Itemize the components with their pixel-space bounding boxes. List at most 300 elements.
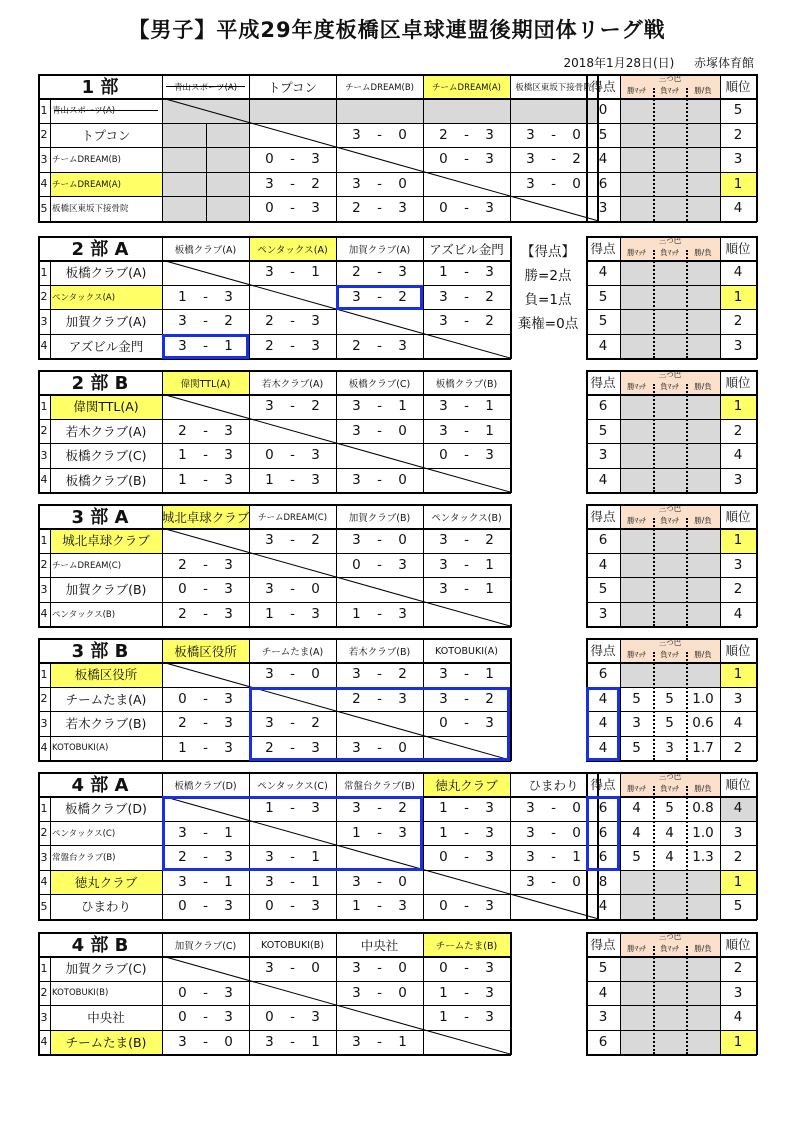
tie-match-losses-header: 負ﾏｯﾁ xyxy=(660,247,679,257)
team-name: チームたま(B) xyxy=(65,1034,147,1050)
team-name: 板橋区東坂下接骨院 xyxy=(52,204,129,215)
row-number: 1 xyxy=(40,667,48,681)
score-left: 3 xyxy=(265,849,274,866)
score-dash: - xyxy=(290,313,295,330)
team-name: ペンタックス(C) xyxy=(52,828,116,839)
column-header-team: 中央社 xyxy=(360,938,399,953)
score-left: 3 xyxy=(352,126,361,143)
score-dash: - xyxy=(290,666,295,683)
points-header: 得点 xyxy=(590,375,616,390)
score-right: 3 xyxy=(224,690,233,707)
tie-match-losses: 4 xyxy=(665,824,674,841)
score-dash: - xyxy=(377,264,382,281)
tie-match-losses: 4 xyxy=(665,849,674,866)
tie-ratio-header: 勝/負 xyxy=(694,649,712,659)
row-number: 1 xyxy=(40,961,48,975)
column-header-team: 城北卓球クラブ xyxy=(162,510,249,525)
score-left: 2 xyxy=(178,605,187,622)
column-header-team: 加賀クラブ(B) xyxy=(348,513,411,524)
score-right: 1 xyxy=(311,264,320,281)
score-dash: - xyxy=(203,471,208,488)
score-right: 1 xyxy=(311,849,320,866)
score-left: 3 xyxy=(439,288,448,305)
three-way-tie-header: 三つ巴 xyxy=(658,771,682,781)
score-dash: - xyxy=(464,532,469,549)
score-right: 3 xyxy=(224,984,233,1001)
score-dash: - xyxy=(464,288,469,305)
score-right: 3 xyxy=(224,605,233,622)
score-dash: - xyxy=(203,605,208,622)
score-right: 3 xyxy=(398,337,407,354)
score-left: 0 xyxy=(265,151,274,168)
tie-ratio-header: 勝/負 xyxy=(694,943,712,953)
score-dash: - xyxy=(290,800,295,817)
score-right: 3 xyxy=(224,739,233,756)
tie-ratio: 1.3 xyxy=(692,849,714,866)
score-dash: - xyxy=(377,1033,382,1050)
score-left: 3 xyxy=(526,175,535,192)
score-dash: - xyxy=(377,960,382,977)
score-dash: - xyxy=(203,849,208,866)
score-left: 0 xyxy=(439,849,448,866)
team-points: 3 xyxy=(598,200,608,217)
score-dash: - xyxy=(377,800,382,817)
row-number: 2 xyxy=(40,128,48,142)
score-left: 0 xyxy=(352,556,361,573)
row-number: 3 xyxy=(40,448,48,462)
column-header-team: チームたま(A) xyxy=(261,647,324,658)
score-dash: - xyxy=(203,1009,208,1026)
team-points: 4 xyxy=(598,898,608,915)
dotted-divider xyxy=(686,946,688,1054)
event-date: 2018年1月28日(日) xyxy=(563,56,675,70)
tie-match-wins-header: 勝ﾏｯﾁ xyxy=(627,649,646,659)
tie-match-wins-header: 勝ﾏｯﾁ xyxy=(627,515,646,525)
division-name: 2 部 B xyxy=(71,373,129,394)
score-right: 3 xyxy=(485,898,494,915)
score-dash: - xyxy=(290,264,295,281)
score-left: 2 xyxy=(352,264,361,281)
score-dash: - xyxy=(290,898,295,915)
column-header-team: チームたま(B) xyxy=(435,941,498,952)
score-right: 3 xyxy=(485,151,494,168)
team-points: 4 xyxy=(598,556,608,573)
score-right: 1 xyxy=(485,556,494,573)
team-rank: 1 xyxy=(733,288,743,305)
score-left: 3 xyxy=(526,800,535,817)
grid-line xyxy=(38,1054,511,1056)
score-right: 0 xyxy=(311,581,320,598)
column-header-team: 板橋区東坂下接骨院 xyxy=(515,83,592,93)
score-right: 2 xyxy=(311,398,320,415)
team-rank: 5 xyxy=(733,102,743,119)
score-right: 3 xyxy=(485,824,494,841)
score-right: 3 xyxy=(311,605,320,622)
division-name: 4 部 A xyxy=(71,775,129,796)
score-left: 0 xyxy=(178,690,187,707)
rank-header: 順位 xyxy=(725,509,751,524)
score-left: 0 xyxy=(265,898,274,915)
score-left: 1 xyxy=(178,471,187,488)
score-dash: - xyxy=(464,824,469,841)
team-rank: 1 xyxy=(733,532,743,549)
score-right: 0 xyxy=(572,873,581,890)
tie-match-wins: 4 xyxy=(632,800,641,817)
tie-match-wins: 4 xyxy=(632,824,641,841)
team-rank: 2 xyxy=(733,960,743,977)
score-dash: - xyxy=(551,873,556,890)
score-right: 0 xyxy=(398,873,407,890)
score-right: 2 xyxy=(485,532,494,549)
team-name: KOTOBUKI(B) xyxy=(52,987,109,998)
team-points: 5 xyxy=(598,960,608,977)
team-rank: 4 xyxy=(733,605,743,622)
score-right: 1 xyxy=(224,873,233,890)
score-left: 3 xyxy=(439,422,448,439)
score-right: 3 xyxy=(224,581,233,598)
score-left: 3 xyxy=(439,556,448,573)
tie-ratio-header: 勝/負 xyxy=(694,85,712,95)
score-dash: - xyxy=(290,447,295,464)
three-way-tie-header: 三つ巴 xyxy=(658,931,682,941)
score-dash: - xyxy=(203,715,208,732)
score-right: 3 xyxy=(224,422,233,439)
team-name: 常盤台クラブ(B) xyxy=(52,853,116,864)
team-name: 板橋区役所 xyxy=(74,667,138,683)
team-rank: 3 xyxy=(733,151,743,168)
score-left: 3 xyxy=(178,337,187,354)
score-left: 2 xyxy=(352,337,361,354)
tie-ratio-header: 勝/負 xyxy=(694,515,712,525)
team-name: 城北卓球クラブ xyxy=(62,533,150,549)
score-right: 3 xyxy=(311,739,320,756)
score-dash: - xyxy=(377,739,382,756)
score-left: 3 xyxy=(265,715,274,732)
team-rank: 3 xyxy=(733,984,743,1001)
tie-match-wins: 5 xyxy=(632,849,641,866)
tiebreak-highlight-box xyxy=(162,796,423,871)
column-header-team: 徳丸クラブ xyxy=(435,778,498,793)
score-left: 0 xyxy=(439,447,448,464)
score-left: 3 xyxy=(265,581,274,598)
score-dash: - xyxy=(290,960,295,977)
score-right: 2 xyxy=(572,151,581,168)
column-header-team: ペンタックス(A) xyxy=(257,245,328,256)
score-dash: - xyxy=(551,151,556,168)
score-right: 3 xyxy=(224,715,233,732)
row-number: 5 xyxy=(40,201,48,215)
score-left: 0 xyxy=(178,984,187,1001)
score-dash: - xyxy=(464,690,469,707)
column-header-team: 青山スポーツ(A) xyxy=(173,83,238,93)
event-venue: 赤塚体育館 xyxy=(693,56,754,70)
score-dash: - xyxy=(290,873,295,890)
row-number: 4 xyxy=(40,473,48,487)
score-right: 0 xyxy=(572,824,581,841)
score-left: 2 xyxy=(352,690,361,707)
row-number: 3 xyxy=(40,582,48,596)
team-name: チームDREAM(C) xyxy=(52,560,122,571)
score-dash: - xyxy=(290,200,295,217)
team-points: 4 xyxy=(598,984,608,1001)
score-right: 2 xyxy=(311,175,320,192)
team-name: 加賀クラブ(A) xyxy=(65,314,147,330)
tie-match-losses: 3 xyxy=(665,739,674,756)
tie-match-losses-header: 負ﾏｯﾁ xyxy=(660,649,679,659)
score-right: 0 xyxy=(224,1033,233,1050)
column-header-team: 常盤台クラブ(B) xyxy=(344,781,415,792)
score-right: 3 xyxy=(311,1009,320,1026)
column-header-team: 板橋区役所 xyxy=(174,644,237,659)
score-dash: - xyxy=(290,605,295,622)
score-dash: - xyxy=(464,898,469,915)
score-right: 3 xyxy=(224,898,233,915)
score-left: 0 xyxy=(178,1009,187,1026)
team-name: 板橋クラブ(A) xyxy=(65,265,147,281)
team-points: 4 xyxy=(598,471,608,488)
score-left: 3 xyxy=(178,313,187,330)
column-header-team: ペンタックス(C) xyxy=(257,781,328,792)
points-header: 得点 xyxy=(590,79,616,94)
tie-ratio: 1.0 xyxy=(692,824,714,841)
team-points: 0 xyxy=(598,102,608,119)
team-name: ひまわり xyxy=(80,899,131,915)
score-dash: - xyxy=(377,873,382,890)
score-dash: - xyxy=(203,556,208,573)
score-right: 2 xyxy=(398,288,407,305)
tie-match-wins-header: 勝ﾏｯﾁ xyxy=(627,943,646,953)
score-right: 1 xyxy=(485,581,494,598)
score-right: 3 xyxy=(311,313,320,330)
tie-match-wins: 3 xyxy=(632,715,641,732)
match-score xyxy=(336,1030,423,1055)
score-left: 3 xyxy=(352,666,361,683)
tiebreak-highlight-box xyxy=(586,687,620,762)
score-right: 2 xyxy=(311,532,320,549)
team-points: 6 xyxy=(598,849,608,866)
team-points: 5 xyxy=(598,313,608,330)
score-left: 3 xyxy=(526,873,535,890)
match-score xyxy=(249,1005,336,1030)
score-left: 1 xyxy=(178,288,187,305)
score-left: 3 xyxy=(352,1033,361,1050)
score-dash: - xyxy=(290,715,295,732)
score-dash: - xyxy=(377,666,382,683)
team-name: KOTOBUKI(A) xyxy=(52,742,109,753)
score-dash: - xyxy=(290,471,295,488)
column-header-team: KOTOBUKI(A) xyxy=(435,645,498,657)
team-rank: 4 xyxy=(733,715,743,732)
tie-match-wins-header: 勝ﾏｯﾁ xyxy=(627,247,646,257)
legend-forfeit: 棄権=0点 xyxy=(517,316,579,332)
score-dash: - xyxy=(377,126,382,143)
team-name: チームDREAM(A) xyxy=(52,179,121,190)
score-right: 3 xyxy=(311,447,320,464)
team-rank: 2 xyxy=(733,581,743,598)
tie-match-losses: 5 xyxy=(665,690,674,707)
legend-title: 【得点】 xyxy=(521,244,575,260)
score-left: 3 xyxy=(352,398,361,415)
score-left: 1 xyxy=(352,898,361,915)
score-right: 3 xyxy=(398,690,407,707)
row-number: 1 xyxy=(40,265,48,279)
score-left: 3 xyxy=(526,126,535,143)
score-right: 0 xyxy=(572,126,581,143)
match-score xyxy=(336,981,423,1006)
score-right: 3 xyxy=(398,824,407,841)
tie-match-losses-header: 負ﾏｯﾁ xyxy=(660,783,679,793)
score-right: 3 xyxy=(485,984,494,1001)
team-rank: 2 xyxy=(733,849,743,866)
score-dash: - xyxy=(464,556,469,573)
division-name: 4 部 B xyxy=(71,935,129,956)
score-dash: - xyxy=(203,447,208,464)
team-points: 5 xyxy=(598,422,608,439)
score-dash: - xyxy=(203,873,208,890)
column-header-team: 加賀クラブ(C) xyxy=(174,941,237,952)
column-header-team: トプコン xyxy=(267,80,317,95)
team-name: チームたま(A) xyxy=(65,691,147,707)
team-points: 3 xyxy=(598,447,608,464)
team-points: 6 xyxy=(598,398,608,415)
tie-ratio: 1.7 xyxy=(692,739,714,756)
points-header: 得点 xyxy=(590,241,616,256)
score-right: 1 xyxy=(311,1033,320,1050)
row-number: 2 xyxy=(40,290,48,304)
score-right: 2 xyxy=(485,690,494,707)
tiebreak-highlight-box xyxy=(336,285,423,311)
score-left: 0 xyxy=(178,898,187,915)
match-score xyxy=(162,1005,249,1030)
score-left: 3 xyxy=(178,824,187,841)
team-points: 4 xyxy=(598,690,608,707)
team-points: 5 xyxy=(598,581,608,598)
tie-match-losses: 5 xyxy=(665,715,674,732)
score-dash: - xyxy=(464,666,469,683)
score-dash: - xyxy=(203,898,208,915)
team-points: 4 xyxy=(598,151,608,168)
team-rank: 4 xyxy=(733,800,743,817)
row-number: 1 xyxy=(40,399,48,413)
team-name: チームDREAM(B) xyxy=(52,155,121,166)
column-header-team: ペンタックス(B) xyxy=(431,513,502,524)
score-right: 3 xyxy=(224,1009,233,1026)
tie-ratio-header: 勝/負 xyxy=(694,783,712,793)
column-header-team: 偉関TTL(A) xyxy=(180,379,231,390)
score-dash: - xyxy=(203,288,208,305)
score-dash: - xyxy=(551,849,556,866)
cell-fill xyxy=(621,1006,720,1030)
score-dash: - xyxy=(377,605,382,622)
score-left: 2 xyxy=(178,715,187,732)
team-points: 5 xyxy=(598,288,608,305)
division-name: 1 部 xyxy=(81,77,119,98)
score-left: 0 xyxy=(439,898,448,915)
score-right: 1 xyxy=(485,422,494,439)
score-right: 3 xyxy=(224,471,233,488)
score-left: 3 xyxy=(265,1033,274,1050)
team-name: 中央社 xyxy=(87,1010,125,1026)
score-dash: - xyxy=(377,337,382,354)
team-points: 4 xyxy=(598,264,608,281)
tie-ratio: 0.6 xyxy=(692,715,714,732)
score-dash: - xyxy=(203,739,208,756)
team-name: 若木クラブ(B) xyxy=(65,716,147,732)
match-score xyxy=(249,956,336,981)
score-left: 3 xyxy=(352,739,361,756)
team-points: 6 xyxy=(598,800,608,817)
score-left: 3 xyxy=(352,873,361,890)
team-points: 4 xyxy=(598,337,608,354)
team-rank: 4 xyxy=(733,264,743,281)
rank-header: 順位 xyxy=(725,777,751,792)
score-right: 0 xyxy=(398,984,407,1001)
team-name: 加賀クラブ(C) xyxy=(65,961,147,977)
score-dash: - xyxy=(377,422,382,439)
score-dash: - xyxy=(203,690,208,707)
grid-line xyxy=(586,1054,757,1056)
row-number: 4 xyxy=(40,875,48,889)
score-left: 3 xyxy=(352,800,361,817)
score-right: 2 xyxy=(224,313,233,330)
three-way-tie-header: 三つ巴 xyxy=(658,369,682,379)
score-left: 3 xyxy=(352,532,361,549)
score-left: 0 xyxy=(178,581,187,598)
row-number: 2 xyxy=(40,558,48,572)
column-header-team: 若木クラブ(A) xyxy=(261,379,324,390)
points-header: 得点 xyxy=(590,777,616,792)
score-left: 3 xyxy=(352,471,361,488)
team-name: 加賀クラブ(B) xyxy=(65,582,147,598)
score-dash: - xyxy=(377,532,382,549)
score-left: 3 xyxy=(352,422,361,439)
score-right: 3 xyxy=(224,447,233,464)
score-right: 0 xyxy=(398,471,407,488)
row-number: 3 xyxy=(40,850,48,864)
score-left: 3 xyxy=(178,873,187,890)
score-dash: - xyxy=(464,264,469,281)
score-right: 2 xyxy=(485,288,494,305)
score-dash: - xyxy=(464,422,469,439)
column-header-team: 板橋クラブ(A) xyxy=(174,245,237,256)
score-right: 3 xyxy=(485,715,494,732)
team-points: 8 xyxy=(598,873,608,890)
score-left: 1 xyxy=(352,605,361,622)
team-rank: 2 xyxy=(733,126,743,143)
row-number: 2 xyxy=(40,826,48,840)
row-number: 4 xyxy=(40,339,48,353)
score-dash: - xyxy=(377,200,382,217)
column-header-team: 板橋クラブ(C) xyxy=(348,379,411,390)
score-right: 1 xyxy=(572,849,581,866)
score-right: 3 xyxy=(398,605,407,622)
tie-match-losses-header: 負ﾏｯﾁ xyxy=(660,381,679,391)
score-dash: - xyxy=(377,398,382,415)
score-right: 3 xyxy=(398,898,407,915)
score-left: 0 xyxy=(439,960,448,977)
team-name: 徳丸クラブ xyxy=(74,874,138,890)
row-number: 2 xyxy=(40,986,48,1000)
tie-match-losses-header: 負ﾏｯﾁ xyxy=(660,515,679,525)
score-dash: - xyxy=(377,984,382,1001)
score-left: 3 xyxy=(265,873,274,890)
score-left: 3 xyxy=(265,175,274,192)
score-dash: - xyxy=(464,800,469,817)
score-right: 1 xyxy=(485,666,494,683)
score-left: 1 xyxy=(265,605,274,622)
cell-fill xyxy=(621,957,720,981)
score-right: 3 xyxy=(398,264,407,281)
